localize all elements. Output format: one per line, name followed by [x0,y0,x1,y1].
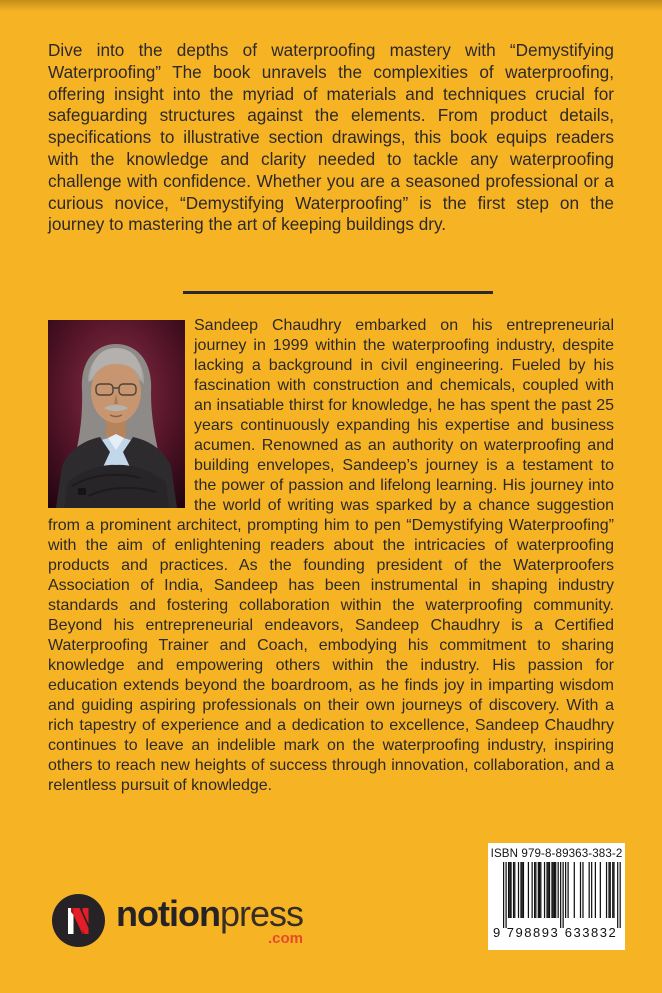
author-bio-section [48,316,614,796]
svg-text:9: 9 [492,925,500,940]
isbn-barcode-panel [488,843,625,950]
svg-text:798893: 798893 [506,925,559,940]
publisher-name-bold: notion [116,893,220,934]
barcode-svg [492,862,622,942]
synopsis-paragraph: Dive into the depths of waterproofing mastery with “Demystifying Waterproofing” The book unravels the complexities of waterproofing, offering insight into the myriad of materials and techniques crucial for safeguarding structures against the elements. From product details, specifications to illustrative section drawings, this book equips readers with the knowledge and clarity needed to tackle any waterproofing challenge with confidence. Whether you are a seasoned professional or a curious novice, “Demystifying Waterproofing” is the first step on the journey to mastering the art of keeping buildings dry. [48,40,614,235]
publisher-name [116,895,303,933]
n-monogram-icon [59,901,99,941]
publisher-domain: .com [267,930,303,947]
author-bio-text: Sandeep Chaudhry embarked on his entrepreneurial journey in 1999 within the waterproofing industry, despite lacking a background in civil engineering. Fueled by his fascination with construction and chemicals, coupled with an insatiable thirst for knowledge, he has spent the past 25 years continuously expanding his expertise and business acumen. Renowned as an authority on waterproofing and building envelopes, Sandeep’s journey is a testament to the power of passion and lifelong learning. His journey into the world of writing was sparked by a chance suggestion from a prominent architect, prompting him to pen “Demystifying Waterproofing” with the aim of enlightening readers about the intricacies of waterproofing products and practices. As the founding president of the Waterproofers Association of India, Sandeep has been instrumental in shaping industry standards and fostering collaboration within the waterproofing community. Beyond his entrepreneurial endeavors, Sandeep Chaudhry is a Certified Waterproofing Trainer and Coach, embodying his commitment to sharing knowledge and empowering others within the industry. His passion for education extends beyond the boardroom, as he finds joy in imparting wisdom and guiding aspiring professionals on their own journeys of discovery. With a rich tapestry of experience and a dedication to excellence, Sandeep Chaudhry continues to leave an indelible mark on the waterproofing industry, inspiring others to reach new heights of success through innovation, collaboration, and a relentless pursuit of knowledge. [48,317,614,794]
publisher-name-light: press [219,893,303,934]
svg-text:633832: 633832 [564,925,617,940]
divider-line [183,291,493,294]
author-portrait-illustration [48,320,185,508]
publisher-logo [52,894,303,947]
notionpress-logo-icon [52,894,105,947]
top-shadow [0,0,662,12]
isbn-label: ISBN 979-8-89363-383-2 [490,847,623,860]
author-photo [48,320,185,508]
publisher-wordmark [116,895,303,946]
